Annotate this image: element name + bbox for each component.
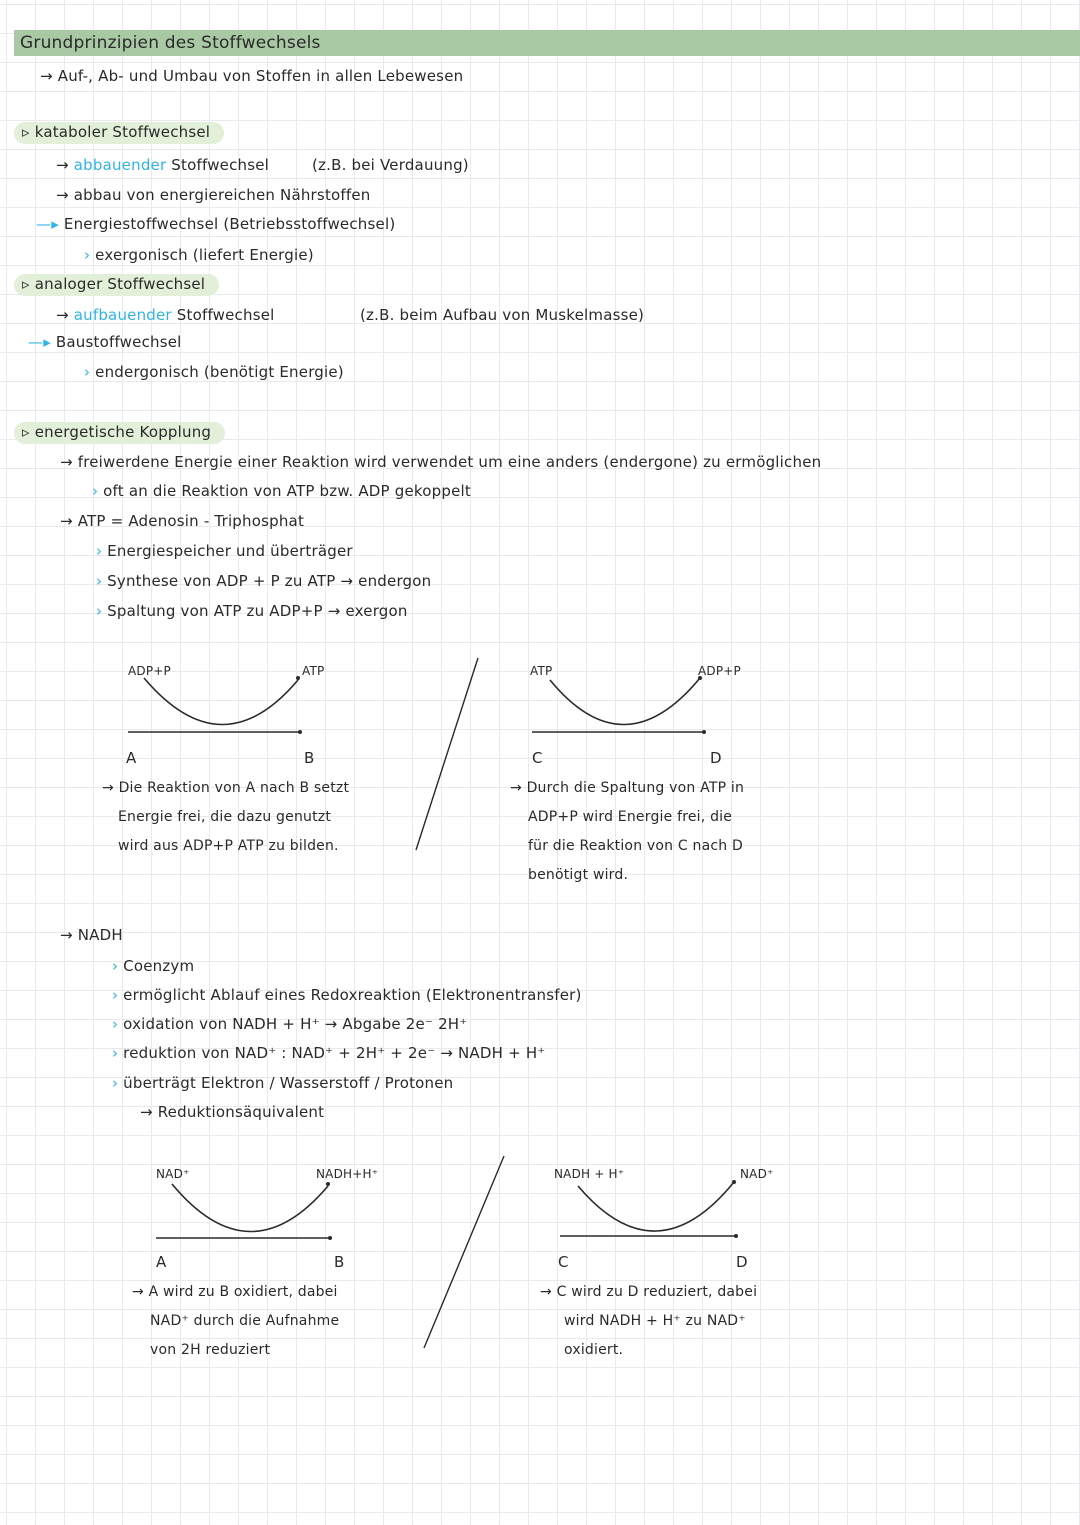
atp-left-desc-1: → Die Reaktion von A nach B setzt <box>102 780 350 796</box>
anabolisch-line2: —▸ Baustoffwechsel <box>28 333 182 351</box>
atp-item: › Synthese von ADP + P zu ATP → endergon <box>96 572 432 590</box>
katabolisch-line4: › exergonisch (liefert Energie) <box>84 246 314 264</box>
kopplung-line1: → freiwerdene Energie einer Reaktion wird verwendet um eine anders (endergone) zu ermöglichen <box>60 453 822 471</box>
katabolisch-note: (z.B. bei Verdauung) <box>312 156 469 174</box>
left-curve <box>172 1184 328 1232</box>
atp-left-a: A <box>126 749 137 767</box>
atp-item: › Energiespeicher und überträger <box>96 542 353 560</box>
atp-left-desc-3: wird aus ADP+P ATP zu bilden. <box>118 838 339 854</box>
anabolisch-note: (z.B. beim Aufbau von Muskelmasse) <box>360 306 645 324</box>
nadh-left-start-label: NAD⁺ <box>156 1167 190 1181</box>
nadh-left-desc-2: NAD⁺ durch die Aufnahme <box>150 1313 340 1329</box>
nadh-left-desc-1: → A wird zu B oxidiert, dabei <box>132 1284 338 1300</box>
nadh-left-desc-3: von 2H reduziert <box>150 1342 271 1358</box>
atp-right-d: D <box>710 749 722 767</box>
nadh-sub: → Reduktionsäquivalent <box>140 1103 325 1121</box>
atp-left-start-label: ADP+P <box>128 664 171 678</box>
nadh-item: › Coenzym <box>112 957 195 975</box>
atp-left-end-label: ATP <box>302 664 325 678</box>
kopplung-line2: › oft an die Reaktion von ATP bzw. ADP gekoppelt <box>92 482 471 500</box>
nadh-right-start-label: NADH + H⁺ <box>554 1167 625 1181</box>
nadh-right-desc-1: → C wird zu D reduziert, dabei <box>540 1284 758 1300</box>
right-curve-end-dot <box>732 1180 736 1184</box>
anabolisch-line3: › endergonisch (benötigt Energie) <box>84 363 344 381</box>
nadh-right-d: D <box>736 1253 748 1271</box>
atp-right-desc-3: für die Reaktion von C nach D <box>528 838 743 854</box>
nadh-heading: → NADH <box>60 926 123 944</box>
atp-right-c: C <box>532 749 543 767</box>
atp-left-desc-2: Energie frei, die dazu genutzt <box>118 809 332 825</box>
anabolisch-line1: → aufbauender Stoffwechsel <box>56 306 275 324</box>
nadh-left-end-label: NADH+H⁺ <box>316 1167 379 1181</box>
anabolisch-heading: ▹ analoger Stoffwechsel <box>14 274 219 294</box>
nadh-left-a: A <box>156 1253 167 1271</box>
diagram-divider <box>416 658 478 850</box>
nadh-right-c: C <box>558 1253 569 1271</box>
katabolisch-line2: → abbau von energiereichen Nährstoffen <box>56 186 371 204</box>
diagram-divider <box>424 1156 504 1348</box>
nadh-right-end-label: NAD⁺ <box>740 1167 774 1181</box>
katabolisch-line1: → abbauender Stoffwechsel <box>56 156 270 174</box>
left-curve-end-dot <box>296 676 300 680</box>
nadh-item: › reduktion von NAD⁺ : NAD⁺ + 2H⁺ + 2e⁻ → NADH + H⁺ <box>112 1044 546 1062</box>
right-curve <box>550 678 700 725</box>
nadh-item: › oxidation von NADH + H⁺ → Abgabe 2e⁻ 2H⁺ <box>112 1015 468 1033</box>
atp-right-desc-4: benötigt wird. <box>528 867 629 883</box>
atp-right-desc-2: ADP+P wird Energie frei, die <box>528 809 733 825</box>
nadh-right-desc-3: oxidiert. <box>564 1342 624 1358</box>
atp-right-desc-1: → Durch die Spaltung von ATP in <box>510 780 745 796</box>
nadh-right-desc-2: wird NADH + H⁺ zu NAD⁺ <box>564 1313 746 1329</box>
atp-left-b: B <box>304 749 315 767</box>
intro-line: → Auf-, Ab- und Umbau von Stoffen in allen Lebewesen <box>40 67 464 85</box>
nadh-item: › ermöglicht Ablauf eines Redoxreaktion (Elektronentransfer) <box>112 986 582 1004</box>
right-curve <box>578 1182 734 1231</box>
atp-definition: → ATP = Adenosin - Triphosphat <box>60 512 305 530</box>
atp-item: › Spaltung von ATP zu ADP+P → exergon <box>96 602 408 620</box>
atp-right-start-label: ATP <box>530 664 553 678</box>
katabolisch-heading: ▹ kataboler Stoffwechsel <box>14 122 224 142</box>
page-title: Grundprinzipien des Stoffwechsels <box>20 33 321 53</box>
atp-right-end-label: ADP+P <box>698 664 741 678</box>
katabolisch-line3: —▸ Energiestoffwechsel (Betriebsstoffwechsel) <box>36 215 396 233</box>
nadh-left-b: B <box>334 1253 345 1271</box>
nadh-item: › überträgt Elektron / Wasserstoff / Protonen <box>112 1074 454 1092</box>
kopplung-heading: ▹ energetische Kopplung <box>14 422 225 442</box>
left-curve <box>144 678 298 725</box>
